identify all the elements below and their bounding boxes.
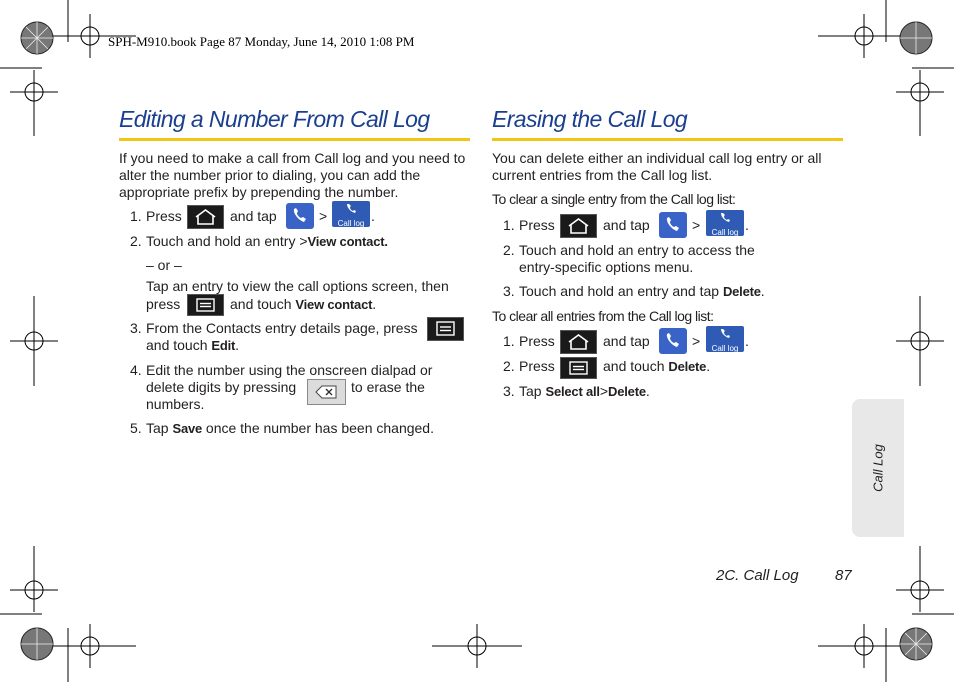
step-text: > (299, 233, 308, 249)
step-text: and tap (603, 217, 650, 233)
step-text: Edit the number using the onscreen dialpad or (146, 362, 433, 378)
home-key-icon (560, 330, 597, 354)
step-text: once the number has been changed. (205, 420, 434, 436)
step-text: Tap (146, 420, 169, 436)
step-number: 5. (130, 420, 142, 436)
call-log-icon-label: Call log (711, 228, 739, 237)
section-title-erasing: Erasing the Call Log (492, 106, 688, 132)
step-text: press (146, 296, 181, 312)
step-number: 1. (503, 333, 515, 349)
step-text: . (372, 296, 377, 312)
step-text: . (745, 333, 749, 349)
menu-key-icon (427, 317, 464, 341)
step-bold: Delete (608, 384, 646, 399)
step-text: > (692, 333, 701, 349)
left-step-2 (130, 233, 470, 251)
step-bold: Delete (668, 359, 707, 374)
step-text: Touch and hold an entry to access the (519, 242, 755, 258)
call-log-icon (332, 201, 370, 227)
step-text: and touch (230, 296, 292, 312)
step-text: . (384, 234, 388, 249)
step-text: and touch (146, 337, 208, 353)
left-step-5 (130, 420, 470, 438)
step-number: 2. (503, 242, 515, 258)
step-number: 2. (503, 358, 515, 374)
right-intro: You can delete either an individual call log entry or all current entries from the Call log list. (492, 150, 822, 183)
menu-key-icon (560, 357, 597, 379)
home-key-icon (560, 214, 597, 238)
title-rule (119, 138, 470, 141)
call-log-icon (706, 326, 744, 352)
single-entry-heading: To clear a single entry from the Call log list: (492, 191, 736, 207)
step-text: > (599, 383, 609, 399)
step-text: Touch and hold an entry and tap (519, 283, 720, 299)
step-text: Touch and hold an entry (146, 233, 296, 249)
step-number: 4. (130, 362, 142, 378)
step-number: 3. (503, 283, 515, 299)
step-bold: View contact (307, 234, 385, 249)
menu-key-icon (187, 294, 224, 316)
side-tab-label: Call Log (870, 444, 886, 492)
right-single-step-1 (503, 217, 843, 243)
step-bold: Save (172, 421, 203, 436)
step-text: delete digits by pressing (146, 379, 297, 395)
step-text: Press (519, 217, 555, 233)
step-text: entry-specific options menu. (519, 259, 694, 275)
step-text: . (706, 358, 711, 374)
alt-line-1: Tap an entry to view the call options screen, then (146, 278, 449, 294)
step-text: Press (146, 208, 182, 224)
section-title-editing: Editing a Number From Call Log (119, 106, 430, 132)
step-number: 3. (503, 383, 515, 399)
step-bold: Select all (545, 384, 600, 399)
step-text: From the Contacts entry details page, press (146, 320, 418, 336)
step-text: Press (519, 333, 555, 349)
right-all-step-3 (503, 383, 843, 401)
step-text: and touch (603, 358, 665, 374)
home-key-icon (187, 205, 224, 229)
step-text: . (235, 337, 240, 353)
step-text: and tap (603, 333, 650, 349)
footer-page-number: 87 (835, 567, 852, 584)
step-bold: Edit (211, 338, 236, 353)
step-text: and tap (230, 208, 277, 224)
left-step-1 (130, 208, 470, 234)
call-log-icon-label: Call log (711, 344, 739, 353)
step-text: > (319, 208, 328, 224)
step-bold: View contact (295, 297, 373, 312)
all-entries-heading: To clear all entries from the Call log list: (492, 308, 714, 324)
step-number: 2. (130, 233, 142, 249)
step-number: 1. (503, 217, 515, 233)
or-separator: – or – (146, 257, 182, 273)
phone-icon (659, 328, 687, 354)
left-intro: If you need to make a call from Call log and you need to alter the number prior to dialing, you can add the appropriate prefix by prepending the number. (119, 150, 466, 200)
call-log-icon (706, 210, 744, 236)
delete-key-icon (307, 379, 346, 405)
chapter-side-tab (852, 399, 904, 537)
step-text: . (745, 217, 749, 233)
alt-line-2 (146, 296, 470, 320)
step-text: > (692, 217, 701, 233)
title-rule (492, 138, 843, 141)
right-single-step-2 (503, 242, 843, 278)
phone-icon (659, 212, 687, 238)
step-text: numbers. (146, 396, 205, 412)
step-number: 3. (130, 320, 142, 336)
step-number: 1. (130, 208, 142, 224)
right-all-step-1 (503, 333, 843, 359)
phone-icon (286, 203, 314, 229)
step-text: . (760, 283, 765, 299)
step-text: . (645, 383, 650, 399)
step-text: . (371, 208, 375, 224)
footer-section: 2C. Call Log (716, 567, 799, 584)
right-single-step-3 (503, 283, 843, 301)
left-step-4 (130, 362, 470, 416)
step-text: to erase the (351, 379, 425, 395)
right-all-step-2 (503, 358, 843, 382)
book-header: SPH-M910.book Page 87 Monday, June 14, 2010 1:08 PM (108, 34, 415, 49)
call-log-icon-label: Call log (337, 219, 365, 228)
step-text: Press (519, 358, 555, 374)
left-step-3 (130, 320, 470, 356)
step-text: Tap (519, 383, 542, 399)
step-bold: Delete (722, 284, 761, 299)
